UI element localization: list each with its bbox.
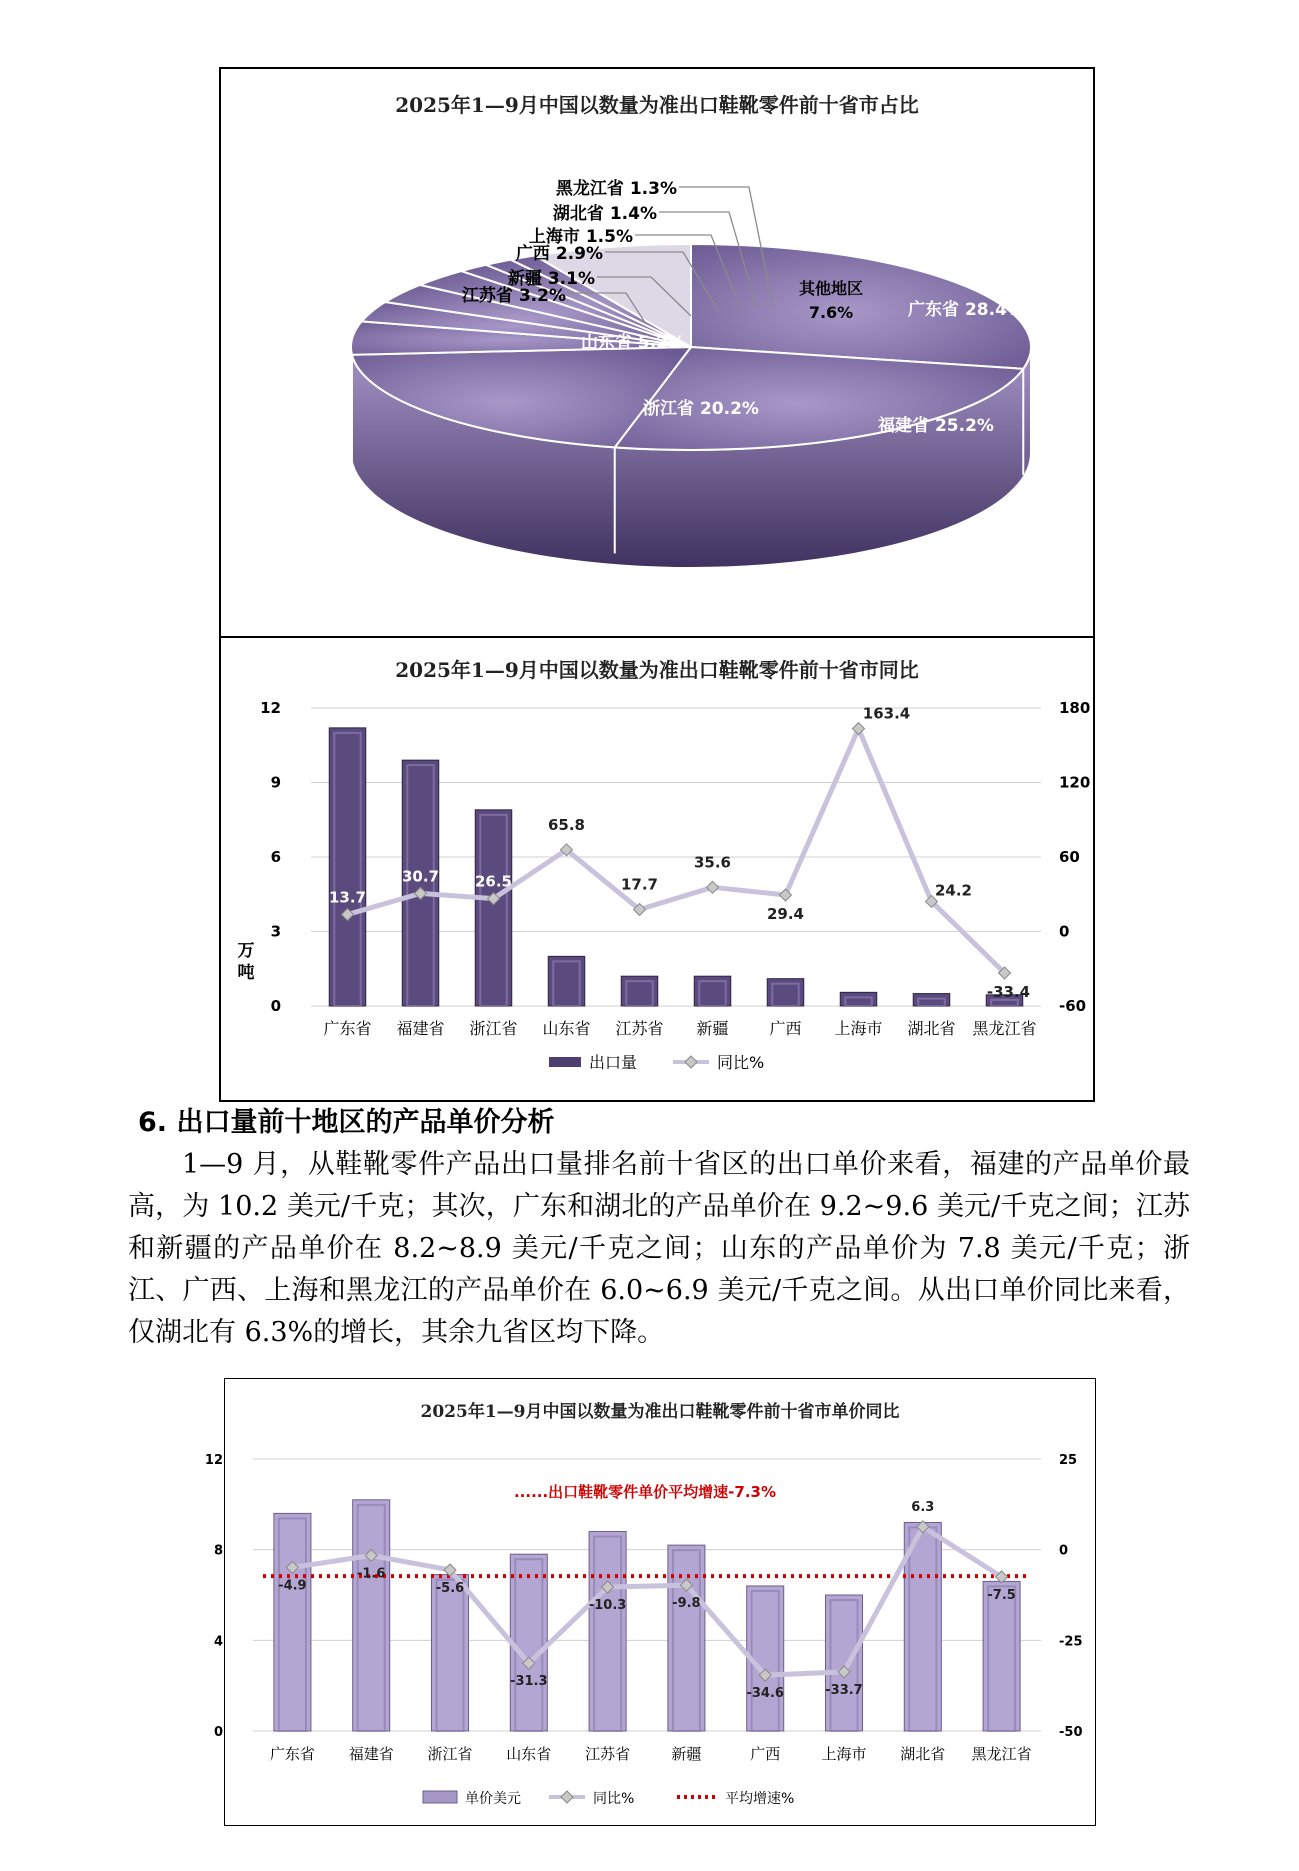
yoy-label: 13.7 bbox=[328, 888, 367, 907]
x-tick-label: 广东省 bbox=[269, 1745, 315, 1763]
x-tick-label: 新疆 bbox=[671, 1745, 702, 1763]
yoy-label: 30.7 bbox=[401, 867, 440, 886]
y-tick-label: 4 bbox=[213, 1634, 223, 1650]
price-chart-frame bbox=[204, 1378, 1096, 1826]
pie-label: 江苏省 3.2% bbox=[461, 286, 566, 306]
yoy-label: -33.4 bbox=[986, 982, 1031, 1001]
yoy-label: -10.3 bbox=[588, 1598, 627, 1614]
yoy-label: 6.3 bbox=[911, 1499, 935, 1515]
x-tick-label: 湖北省 bbox=[907, 1019, 956, 1038]
yoy-marker bbox=[707, 881, 719, 893]
yoy-label: 35.6 bbox=[693, 853, 732, 872]
x-tick-label: 新疆 bbox=[696, 1019, 729, 1038]
yoy-line bbox=[348, 729, 1005, 973]
y2-tick-label: 0 bbox=[1059, 922, 1070, 941]
yoy-label: -4.9 bbox=[278, 1578, 307, 1594]
x-tick-label: 黑龙江省 bbox=[971, 1745, 1032, 1763]
yoy-line bbox=[292, 1527, 1001, 1675]
pie-chart-frame bbox=[219, 67, 1095, 638]
price-chart bbox=[204, 1379, 1095, 1825]
y-tick-label: 0 bbox=[213, 1725, 223, 1740]
y-tick-label: 8 bbox=[213, 1543, 223, 1559]
y2-tick-label: 0 bbox=[1059, 1543, 1069, 1559]
yoy-label: -31.3 bbox=[510, 1674, 548, 1690]
y2-tick-label: 120 bbox=[1059, 773, 1091, 792]
x-tick-label: 湖北省 bbox=[900, 1745, 946, 1763]
yoy-label: -5.6 bbox=[435, 1580, 465, 1596]
pie-chart-title: 2025年1—9月中国以数量为准出口鞋靴零件前十省市占比 bbox=[395, 93, 919, 117]
x-tick-label: 山东省 bbox=[542, 1019, 591, 1038]
y-tick-label: 9 bbox=[270, 773, 281, 792]
price-chart-title: 2025年1—9月中国以数量为准出口鞋靴零件前十省市单价同比 bbox=[420, 1402, 900, 1422]
y-tick-label: 6 bbox=[270, 848, 281, 866]
legend-label-yoy: 同比% bbox=[717, 1053, 765, 1072]
x-tick-label: 福建省 bbox=[348, 1745, 394, 1763]
y2-tick-label: 180 bbox=[1059, 699, 1091, 717]
volume-chart bbox=[221, 638, 1093, 1100]
x-tick-label: 上海市 bbox=[821, 1745, 867, 1763]
x-tick-label: 上海市 bbox=[834, 1019, 883, 1038]
yoy-label: 24.2 bbox=[934, 881, 973, 900]
legend-label-yoy: 同比% bbox=[593, 1791, 635, 1807]
x-tick-label: 广西 bbox=[769, 1019, 802, 1038]
yoy-label: -1.6 bbox=[356, 1566, 386, 1582]
y-unit-label: 吨 bbox=[237, 963, 255, 983]
legend-swatch-price bbox=[423, 1791, 457, 1803]
y2-tick-label: -25 bbox=[1059, 1634, 1083, 1650]
pie-label: 上海市 1.5% bbox=[528, 227, 633, 247]
section-heading: 6. 出口量前十地区的产品单价分析 bbox=[138, 1107, 555, 1138]
pie-label: 浙江省 20.2% bbox=[643, 399, 759, 419]
yoy-label: 17.7 bbox=[620, 875, 659, 894]
x-tick-label: 黑龙江省 bbox=[972, 1019, 1037, 1038]
x-tick-label: 江苏省 bbox=[585, 1745, 631, 1763]
yoy-label: 163.4 bbox=[862, 704, 911, 723]
y-tick-label: 0 bbox=[270, 997, 281, 1015]
y-unit-label: 万 bbox=[237, 941, 255, 961]
average-annotation: ......出口鞋靴零件单价平均增速-7.3% bbox=[513, 1483, 777, 1501]
yoy-label: -9.8 bbox=[672, 1596, 701, 1612]
y2-tick-label: -60 bbox=[1059, 997, 1087, 1015]
pie-label: 新疆 3.1% bbox=[507, 269, 595, 289]
x-tick-label: 广西 bbox=[750, 1745, 781, 1763]
x-tick-label: 福建省 bbox=[396, 1019, 445, 1038]
y-tick-label: 3 bbox=[270, 922, 281, 941]
y2-tick-label: -50 bbox=[1059, 1725, 1083, 1740]
legend-swatch-volume bbox=[549, 1057, 581, 1067]
x-tick-label: 广东省 bbox=[323, 1019, 372, 1038]
y2-tick-label: 60 bbox=[1059, 848, 1080, 866]
yoy-label: -33.7 bbox=[825, 1682, 863, 1698]
yoy-label: -7.5 bbox=[987, 1587, 1016, 1603]
legend-marker-yoy bbox=[685, 1056, 697, 1068]
y-tick-label: 12 bbox=[204, 1453, 223, 1468]
x-tick-label: 山东省 bbox=[506, 1745, 552, 1763]
volume-chart-frame bbox=[219, 636, 1095, 1102]
legend-marker-yoy bbox=[561, 1791, 573, 1803]
pie-label-name: 其他地区 bbox=[798, 279, 864, 298]
y-tick-label: 12 bbox=[260, 699, 281, 717]
x-tick-label: 浙江省 bbox=[427, 1745, 473, 1763]
legend-label-price: 单价美元 bbox=[465, 1791, 521, 1807]
yoy-label: 29.4 bbox=[766, 904, 805, 923]
yoy-label: 26.5 bbox=[474, 872, 513, 891]
pie-label: 黑龙江省 1.3% bbox=[555, 179, 677, 199]
yoy-label: -34.6 bbox=[746, 1686, 784, 1702]
legend-label-avg: 平均增速% bbox=[725, 1791, 795, 1807]
volume-chart-title: 2025年1—9月中国以数量为准出口鞋靴零件前十省市同比 bbox=[395, 658, 919, 682]
pie-label: 山东省 5.2% bbox=[580, 333, 686, 353]
legend-label-volume: 出口量 bbox=[589, 1053, 638, 1072]
x-tick-label: 江苏省 bbox=[615, 1019, 664, 1038]
pie-label: 广东省 28.4% bbox=[908, 300, 1024, 320]
pie-label: 福建省 25.2% bbox=[878, 416, 994, 436]
pie-label-value: 7.6% bbox=[808, 303, 854, 322]
yoy-label: 65.8 bbox=[547, 815, 586, 834]
x-tick-label: 浙江省 bbox=[469, 1019, 518, 1038]
y2-tick-label: 25 bbox=[1059, 1453, 1078, 1468]
pie-chart bbox=[221, 69, 1093, 636]
pie-label: 湖北省 1.4% bbox=[552, 204, 657, 224]
section-paragraph: 1—9 月，从鞋靴零件产品出口量排名前十省区的出口单价来看，福建的产品单价最高，为 10.2 美元/千克；其次，广东和湖北的产品单价在 9.2~9.6 美元/千克之间；江苏和新疆的产品单价在 8.2~8.9 美元/千克之间；山东的产品单价为 7.8 美元/千克；浙江、广西、上海和黑龙江的产品单价在 6.0~6.9 美元/千克之间。从出口单价同比来看，仅湖北有 6.3%的增长，其余九省区均下降。 bbox=[128, 1149, 1190, 1348]
pie-label: 广西 2.9% bbox=[515, 244, 603, 264]
